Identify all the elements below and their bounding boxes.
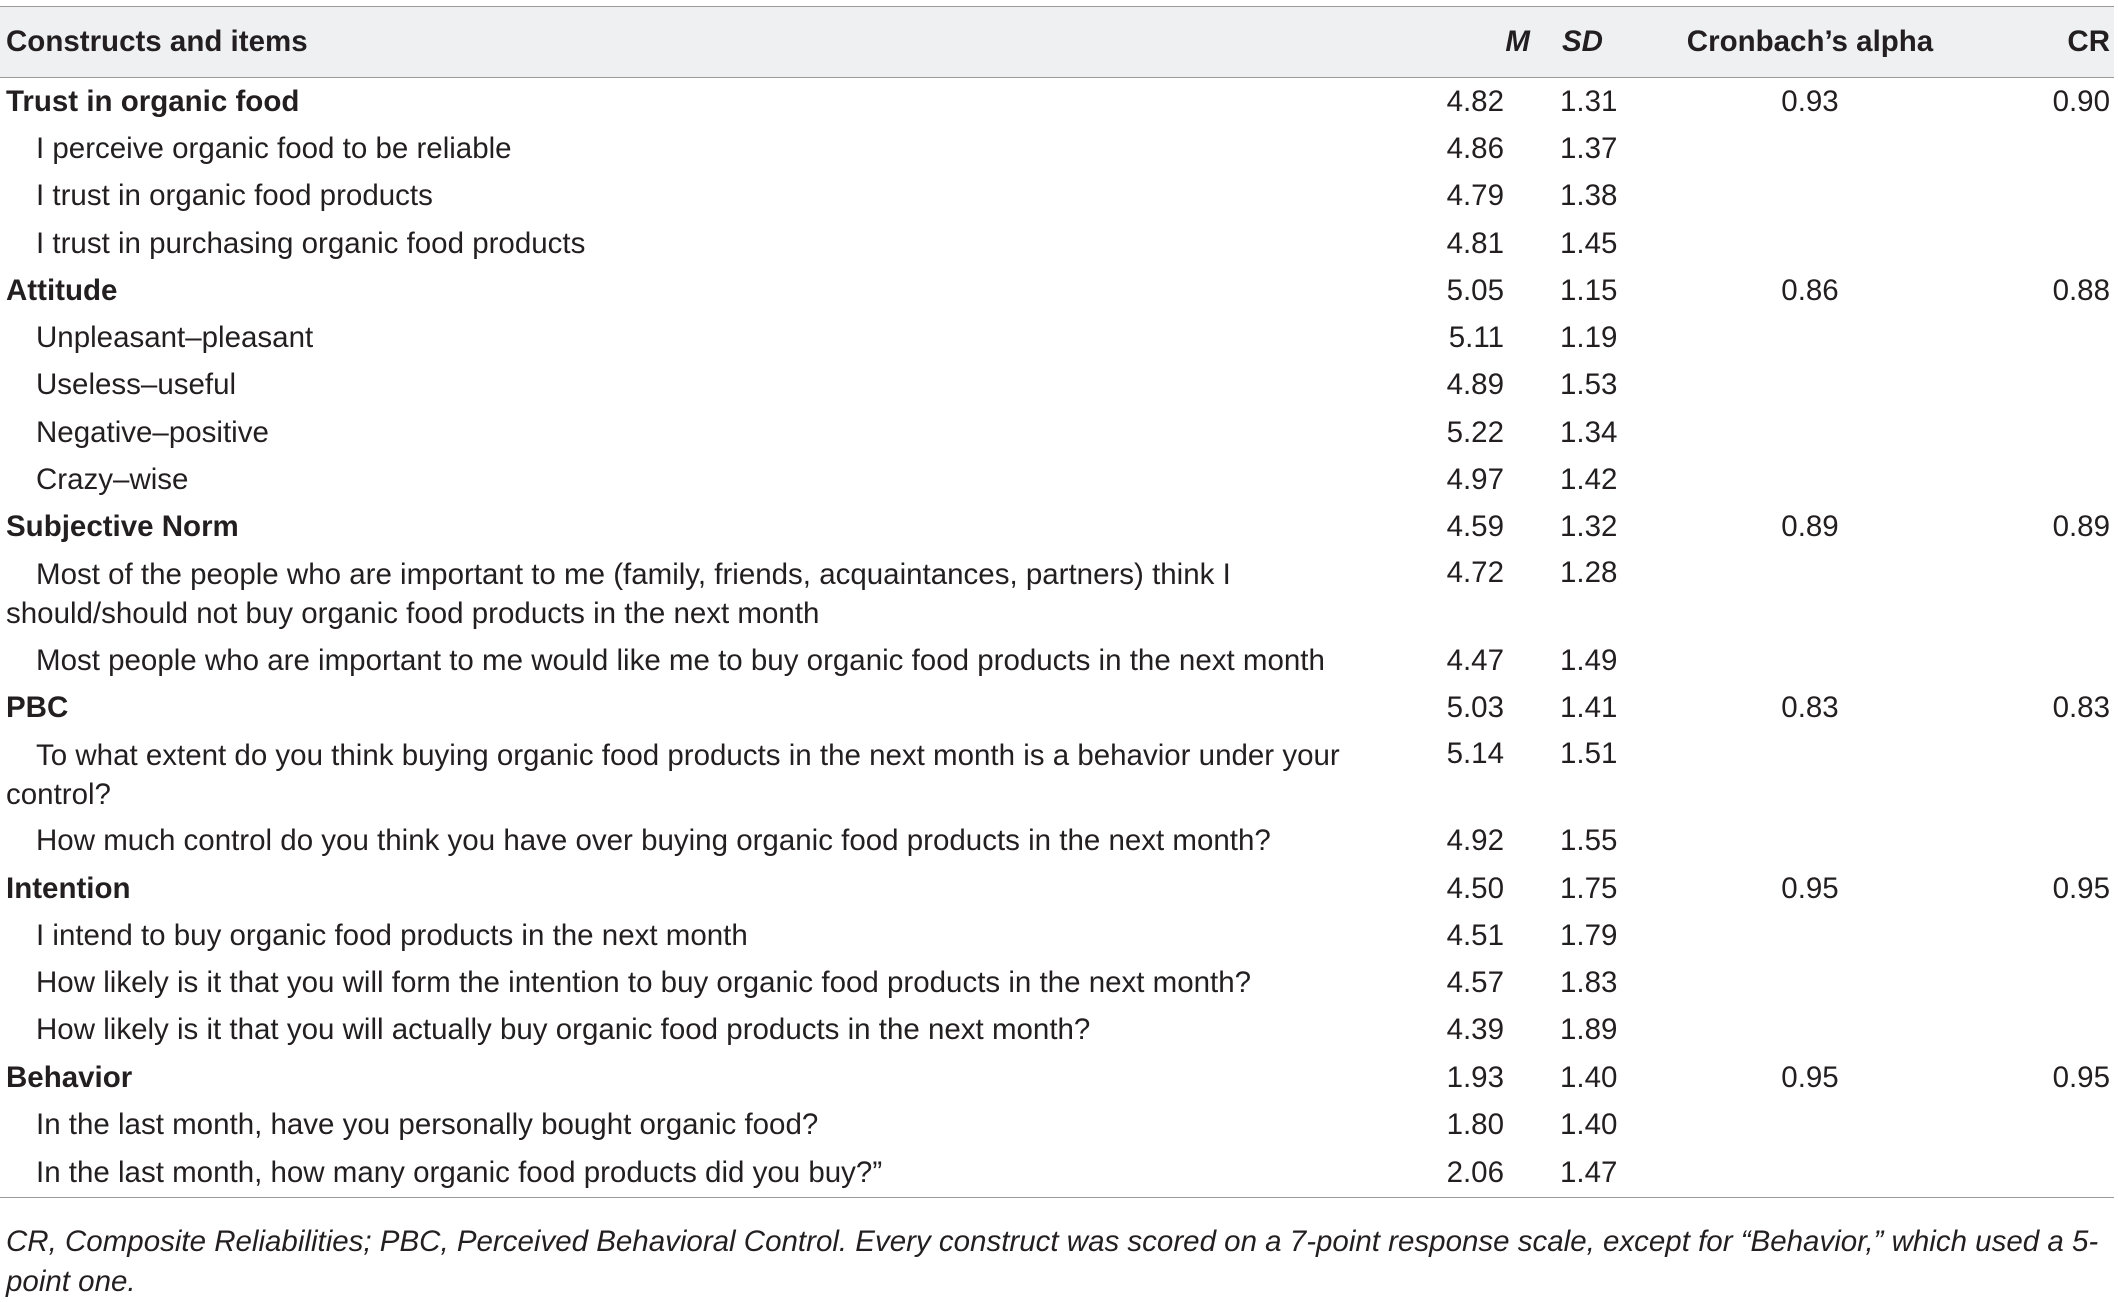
item-row bbox=[0, 551, 2114, 637]
table-body bbox=[0, 78, 2114, 1198]
cronbach-alpha-cell bbox=[1645, 551, 1975, 637]
row-label: I perceive organic food to be reliable bbox=[36, 131, 512, 165]
header-cr: CR bbox=[1975, 7, 2114, 78]
row-label: I trust in purchasing organic food products bbox=[36, 226, 586, 260]
item-row bbox=[0, 912, 2114, 959]
cr-cell bbox=[1975, 959, 2114, 1006]
header-sd: SD bbox=[1560, 7, 1645, 78]
sd-cell: 1.34 bbox=[1560, 415, 1618, 449]
item-row bbox=[0, 409, 2114, 456]
row-label: I trust in organic food products bbox=[36, 179, 433, 213]
row-label: Unpleasant–pleasant bbox=[36, 321, 314, 355]
cronbach-alpha-cell bbox=[1645, 456, 1975, 503]
sd-cell: 1.19 bbox=[1560, 321, 1618, 355]
item-row bbox=[0, 959, 2114, 1006]
cronbach-alpha-cell: 0.86 bbox=[1781, 273, 1839, 307]
cr-cell bbox=[1975, 1101, 2114, 1148]
cronbach-alpha-cell bbox=[1645, 314, 1975, 361]
sd-cell: 1.49 bbox=[1560, 643, 1618, 677]
sd-cell: 1.31 bbox=[1560, 84, 1618, 118]
header-cronbach-alpha: Cronbach’s alpha bbox=[1645, 7, 1975, 78]
cronbach-alpha-cell: 0.95 bbox=[1781, 1060, 1839, 1094]
mean-cell: 1.93 bbox=[1446, 1060, 1504, 1094]
cr-cell bbox=[1975, 1149, 2114, 1198]
cronbach-alpha-cell bbox=[1645, 362, 1975, 409]
mean-cell: 4.39 bbox=[1446, 1013, 1504, 1047]
mean-cell: 5.14 bbox=[1446, 736, 1504, 770]
row-label: Useless–useful bbox=[36, 368, 237, 402]
sd-cell: 1.37 bbox=[1560, 131, 1618, 165]
mean-cell: 4.89 bbox=[1446, 368, 1504, 402]
sd-cell: 1.47 bbox=[1560, 1149, 1645, 1198]
mean-cell: 5.22 bbox=[1446, 415, 1504, 449]
construct-row bbox=[0, 684, 2114, 731]
cronbach-alpha-cell bbox=[1645, 637, 1975, 684]
sd-cell: 1.79 bbox=[1560, 918, 1618, 952]
item-row bbox=[0, 220, 2114, 267]
cronbach-alpha-cell bbox=[1645, 1149, 1975, 1198]
row-label: How likely is it that you will actually buy organic food products in the next month? bbox=[36, 1013, 1091, 1047]
cr-cell bbox=[1975, 220, 2114, 267]
cr-cell bbox=[1975, 637, 2114, 684]
item-row bbox=[0, 125, 2114, 172]
row-label: In the last month, have you personally bought organic food? bbox=[36, 1107, 819, 1141]
mean-cell: 5.11 bbox=[1448, 321, 1504, 355]
cr-cell: 0.88 bbox=[2052, 273, 2110, 307]
cr-cell bbox=[1975, 912, 2114, 959]
item-row bbox=[0, 1149, 2114, 1198]
sd-cell: 1.28 bbox=[1560, 555, 1618, 589]
cr-cell bbox=[1975, 362, 2114, 409]
item-row bbox=[0, 637, 2114, 684]
item-row bbox=[0, 456, 2114, 503]
row-label: Most of the people who are important to me (family, friends, acquaintances, partners) think I should/should not buy organic food products in the next month bbox=[6, 557, 1231, 630]
row-label: Subjective Norm bbox=[6, 510, 239, 544]
item-row bbox=[0, 818, 2114, 865]
header-row bbox=[0, 7, 2114, 78]
mean-cell: 5.03 bbox=[1446, 690, 1504, 724]
cronbach-alpha-cell bbox=[1645, 959, 1975, 1006]
construct-row bbox=[0, 267, 2114, 314]
row-label: Crazy–wise bbox=[36, 463, 189, 497]
item-row bbox=[0, 173, 2114, 220]
mean-cell: 4.82 bbox=[1446, 84, 1504, 118]
cronbach-alpha-cell bbox=[1645, 409, 1975, 456]
table-header bbox=[0, 7, 2114, 78]
construct-row bbox=[0, 504, 2114, 551]
cronbach-alpha-cell: 0.95 bbox=[1781, 871, 1839, 905]
cronbach-alpha-cell: 0.83 bbox=[1781, 690, 1839, 724]
cr-cell bbox=[1975, 409, 2114, 456]
sd-cell: 1.89 bbox=[1560, 1013, 1618, 1047]
row-label: In the last month, how many organic food products did you buy?” bbox=[0, 1149, 1370, 1198]
mean-cell: 4.81 bbox=[1446, 226, 1504, 260]
mean-cell: 2.06 bbox=[1370, 1149, 1560, 1198]
cr-cell bbox=[1975, 314, 2114, 361]
sd-cell: 1.42 bbox=[1560, 463, 1618, 497]
item-row bbox=[0, 314, 2114, 361]
cr-cell: 0.95 bbox=[2052, 871, 2110, 905]
item-row bbox=[0, 1007, 2114, 1054]
cr-cell bbox=[1975, 173, 2114, 220]
item-row bbox=[0, 362, 2114, 409]
mean-cell: 4.79 bbox=[1446, 179, 1504, 213]
mean-cell: 4.86 bbox=[1446, 131, 1504, 165]
row-label: To what extent do you think buying organic food products in the next month is a behavior under your control? bbox=[6, 738, 1340, 811]
mean-cell: 4.72 bbox=[1446, 555, 1504, 589]
sd-cell: 1.55 bbox=[1560, 824, 1618, 858]
mean-cell: 4.51 bbox=[1446, 918, 1504, 952]
construct-row bbox=[0, 78, 2114, 126]
cr-cell: 0.89 bbox=[2052, 510, 2110, 544]
cr-cell bbox=[1975, 732, 2114, 818]
sd-cell: 1.40 bbox=[1560, 1107, 1618, 1141]
sd-cell: 1.51 bbox=[1560, 736, 1618, 770]
cr-cell: 0.90 bbox=[2052, 84, 2110, 118]
cronbach-alpha-cell: 0.93 bbox=[1781, 84, 1839, 118]
constructs-table bbox=[0, 6, 2114, 1198]
construct-row bbox=[0, 1054, 2114, 1101]
cronbach-alpha-cell bbox=[1645, 125, 1975, 172]
item-row bbox=[0, 732, 2114, 818]
sd-cell: 1.38 bbox=[1560, 179, 1618, 213]
header-mean: M bbox=[1370, 7, 1560, 78]
cr-cell bbox=[1975, 125, 2114, 172]
mean-cell: 4.47 bbox=[1446, 643, 1504, 677]
sd-cell: 1.41 bbox=[1560, 690, 1618, 724]
construct-row bbox=[0, 865, 2114, 912]
item-row bbox=[0, 1101, 2114, 1148]
mean-cell: 4.97 bbox=[1446, 463, 1504, 497]
row-label: Trust in organic food bbox=[6, 84, 300, 118]
cronbach-alpha-cell bbox=[1645, 173, 1975, 220]
cr-cell: 0.83 bbox=[2052, 690, 2110, 724]
cronbach-alpha-cell bbox=[1645, 818, 1975, 865]
sd-cell: 1.40 bbox=[1560, 1060, 1618, 1094]
row-label: Negative–positive bbox=[36, 415, 269, 449]
mean-cell: 1.80 bbox=[1446, 1107, 1504, 1141]
sd-cell: 1.75 bbox=[1560, 871, 1618, 905]
cronbach-alpha-cell bbox=[1645, 1101, 1975, 1148]
cr-cell bbox=[1975, 551, 2114, 637]
cronbach-alpha-cell bbox=[1645, 912, 1975, 959]
cr-cell: 0.95 bbox=[2052, 1060, 2110, 1094]
row-label: Most people who are important to me would like me to buy organic food products in the next month bbox=[36, 643, 1325, 677]
cronbach-alpha-cell: 0.89 bbox=[1781, 510, 1839, 544]
row-label: Behavior bbox=[6, 1060, 133, 1094]
table-footnote: CR, Composite Reliabilities; PBC, Perceived Behavioral Control. Every construct was scored on a 7-point response scale, except for “Behavior,” which used a 5-point one. bbox=[6, 1225, 2099, 1298]
sd-cell: 1.83 bbox=[1560, 966, 1618, 1000]
cronbach-alpha-cell bbox=[1645, 732, 1975, 818]
row-label: I intend to buy organic food products in the next month bbox=[36, 918, 748, 952]
row-label: How likely is it that you will form the intention to buy organic food products in the next month? bbox=[36, 966, 1252, 1000]
mean-cell: 4.59 bbox=[1446, 510, 1504, 544]
mean-cell: 4.92 bbox=[1446, 824, 1504, 858]
cronbach-alpha-cell bbox=[1645, 1007, 1975, 1054]
row-label: Intention bbox=[6, 871, 131, 905]
mean-cell: 4.50 bbox=[1446, 871, 1504, 905]
sd-cell: 1.15 bbox=[1560, 273, 1618, 307]
data-table-container bbox=[0, 6, 2114, 1198]
sd-cell: 1.32 bbox=[1560, 510, 1618, 544]
cronbach-alpha-cell bbox=[1645, 220, 1975, 267]
cr-cell bbox=[1975, 818, 2114, 865]
row-label: Attitude bbox=[6, 273, 118, 307]
cr-cell bbox=[1975, 456, 2114, 503]
mean-cell: 4.57 bbox=[1446, 966, 1504, 1000]
header-constructs-items: Constructs and items bbox=[0, 7, 1370, 78]
mean-cell: 5.05 bbox=[1446, 273, 1504, 307]
sd-cell: 1.53 bbox=[1560, 368, 1618, 402]
cr-cell bbox=[1975, 1007, 2114, 1054]
row-label: PBC bbox=[6, 690, 69, 724]
row-label: How much control do you think you have over buying organic food products in the next month? bbox=[36, 824, 1271, 858]
sd-cell: 1.45 bbox=[1560, 226, 1618, 260]
